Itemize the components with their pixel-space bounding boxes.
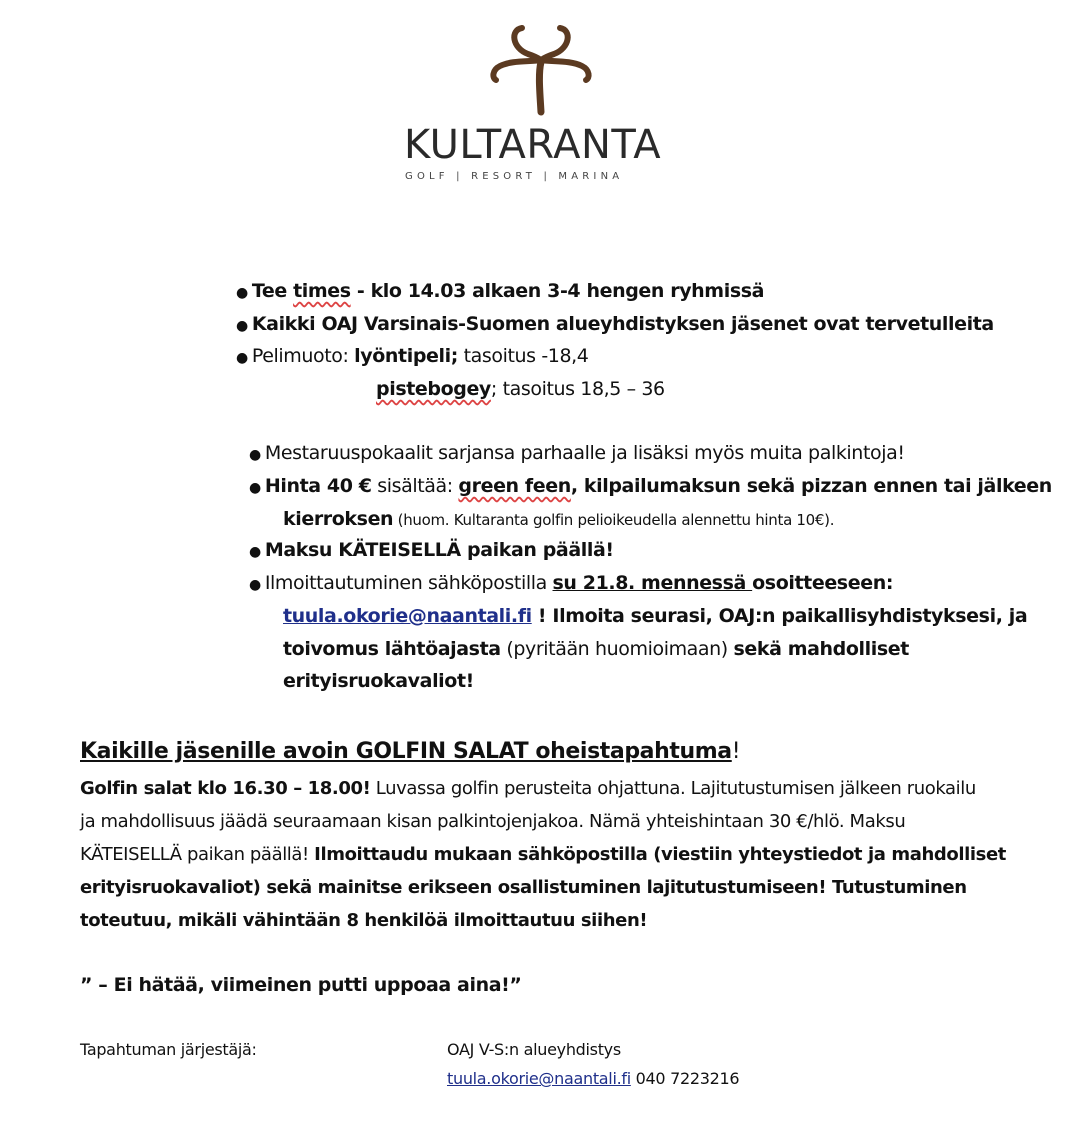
quote: ” – Ei hätää, viimeinen putti uppoaa aina!” [80,974,522,996]
list-item-price-line-2: kierroksen (huom. Kultaranta golfin pelioikeudella alennettu hinta 10€). [283,508,835,530]
salat-paragraph-line-5: toteutuu, mikäli vähintään 8 henkilöä ilmoittautuu siihen! [80,910,648,931]
list-item-members: ● Kaikki OAJ Varsinais-Suomen alueyhdistyksen jäsenet ovat tervetulleita [236,313,994,335]
list-item-payment: ● Maksu KÄTEISELLÄ paikan päällä! [249,539,614,561]
salat-paragraph-line-1: Golfin salat klo 16.30 – 18.00! Luvassa golfin perusteita ohjattuna. Lajitutustumisen jälkeen ruokailu [80,778,976,799]
list-item-price: ● Hinta 40 € sisältää: green feen, kilpailumaksun sekä pizzan ennen tai jälkeen [249,475,1052,497]
list-item-trophies: ● Mestaruuspokaalit sarjansa parhaalle ja lisäksi myös muita palkintoja! [249,442,905,464]
organizer-phone: 040 7223216 [630,1069,740,1088]
salat-paragraph-line-3: KÄTEISELLÄ paikan päällä! Ilmoittaudu mukaan sähköpostilla (viestiin yhteystiedot ja mahdolliset [80,844,1006,865]
registration-line-3: toivomus lähtöajasta (pyritään huomioimaan) sekä mahdolliset [283,638,909,660]
game-format-line-2: pistebogey; tasoitus 18,5 – 36 [376,378,665,400]
brand-tagline: GOLF | RESORT | MARINA [405,171,624,182]
organizer-label: Tapahtuman järjestäjä: [80,1040,257,1059]
organizer-name: OAJ V-S:n alueyhdistys [447,1040,621,1059]
kultaranta-logo-icon [488,24,594,116]
registration-email-link[interactable]: tuula.okorie@naantali.fi [283,605,532,627]
list-item-registration: ● Ilmoittautuminen sähköpostilla su 21.8. mennessä osoitteeseen: [249,572,894,594]
brand-name: KULTARANTA [404,122,662,168]
list-item-tee-times: ● Tee times - klo 14.03 alkaen 3-4 hengen ryhmissä [236,280,765,302]
organizer-contact [447,1069,739,1088]
salat-paragraph-line-4: erityisruokavaliot) sekä mainitse erikseen osallistuminen lajitutustumiseen! Tutustuminen [80,877,967,898]
registration-line-2: tuula.okorie@naantali.fi ! Ilmoita seurasi, OAJ:n paikallisyhdistyksesi, ja [283,605,1028,627]
organizer-email-link[interactable]: tuula.okorie@naantali.fi [447,1069,631,1088]
salat-paragraph-line-2: ja mahdollisuus jäädä seuraamaan kisan palkintojenjakoa. Nämä yhteishintaan 30 €/hlö. Maksu [80,811,906,832]
registration-line-4: erityisruokavaliot! [283,670,474,692]
list-item-game-format: ● Pelimuoto: lyöntipeli; tasoitus -18,4 [236,345,589,367]
salat-heading: Kaikille jäsenille avoin GOLFIN SALAT oheistapahtuma! [80,739,741,764]
